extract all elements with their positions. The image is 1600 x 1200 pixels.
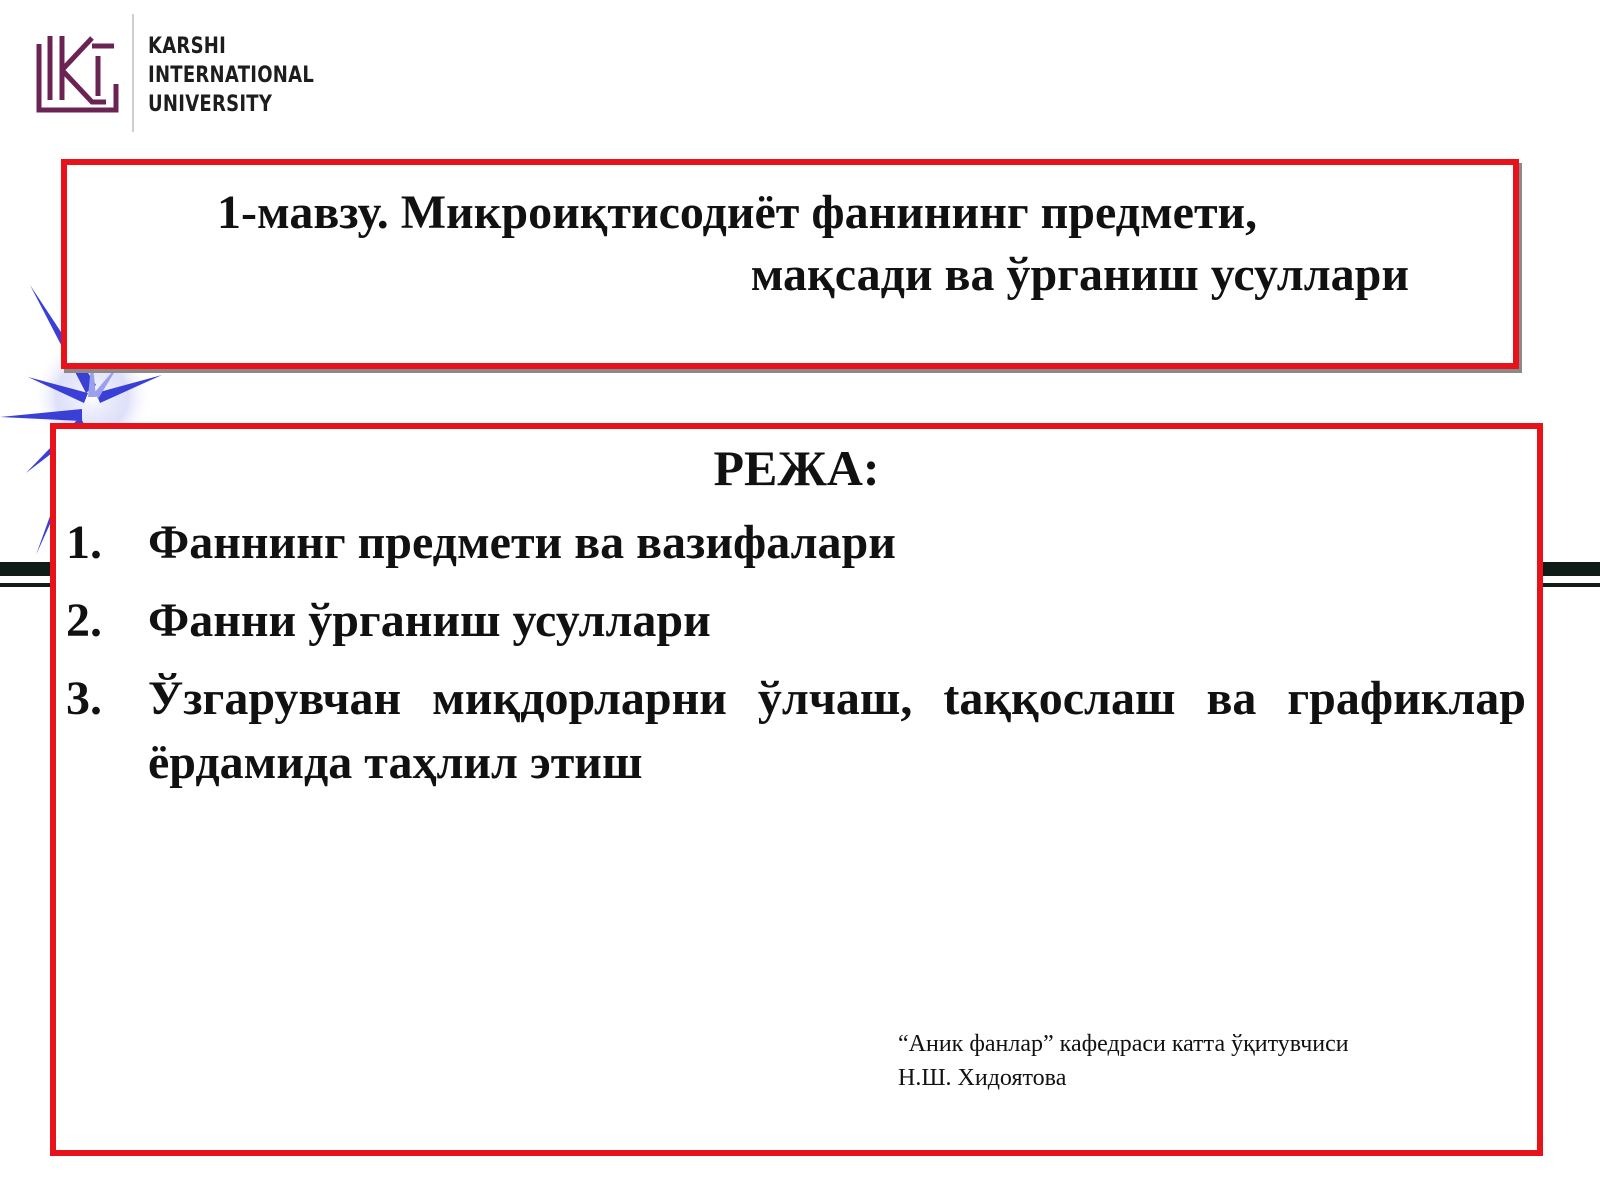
plan-item-text: Фаннинг предмети ва вазифалари bbox=[148, 516, 896, 569]
plan-heading: РЕЖА: bbox=[713, 440, 880, 496]
plan-list bbox=[66, 511, 1526, 809]
plan-item-number: 3. bbox=[66, 672, 102, 725]
slide-title-line-2: мақсади ва ўрганиш усуллари bbox=[750, 248, 1409, 301]
plan-item-1 bbox=[66, 511, 1526, 575]
logo-line-1: KARSHI bbox=[148, 34, 227, 59]
university-logo bbox=[36, 14, 366, 134]
plan-item-3 bbox=[66, 667, 1526, 795]
title-frame bbox=[61, 159, 1519, 369]
plan-item-text: Ўзгарувчан миқдорларни ўлчаш, taққослаш ва графиклар ёрдамида таҳлил этиш bbox=[148, 672, 1526, 789]
kiu-logo-mark bbox=[36, 32, 120, 114]
logo-divider bbox=[132, 14, 134, 132]
author-department: “Аник фанлар” кафедраси катта ўқитувчиси bbox=[898, 1031, 1349, 1057]
plan-item-number: 1. bbox=[66, 516, 102, 569]
logo-line-2: INTERNATIONAL bbox=[148, 63, 315, 88]
plan-item-text: Фанни ўрганиш усуллари bbox=[148, 594, 711, 647]
author-name: Н.Ш. Хидоятова bbox=[898, 1065, 1067, 1091]
slide-title-line-1: 1-мавзу. Микроиқтисодиёт фанининг предмети, bbox=[217, 186, 1258, 239]
plan-item-2 bbox=[66, 589, 1526, 653]
logo-line-3: UNIVERSITY bbox=[148, 92, 273, 117]
plan-item-number: 2. bbox=[66, 594, 102, 647]
author-credit bbox=[898, 1027, 1349, 1095]
plan-frame bbox=[50, 423, 1543, 1156]
logo-wordmark bbox=[148, 32, 314, 119]
